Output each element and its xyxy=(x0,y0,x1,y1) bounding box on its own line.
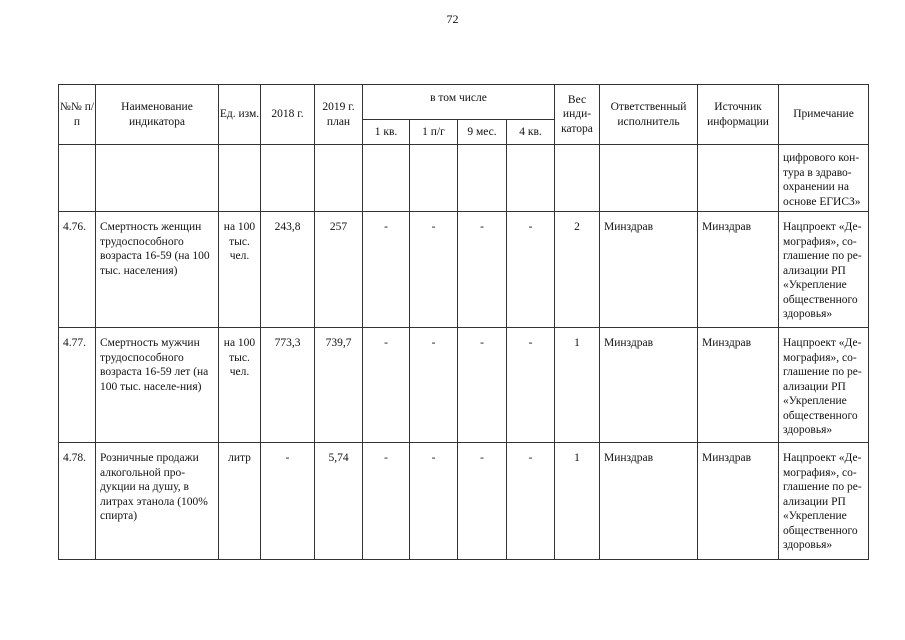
row-num: 4.76. xyxy=(59,212,96,328)
row-unit: на 100 тыс. чел. xyxy=(219,212,261,328)
header-note: Примечание xyxy=(779,85,869,145)
table-row xyxy=(59,443,869,560)
row-9m: - xyxy=(458,328,507,443)
row-9m: - xyxy=(458,212,507,328)
header-9m: 9 мес. xyxy=(458,120,507,145)
header-including: в том числе xyxy=(363,85,555,120)
header-num: №№ п/п xyxy=(59,85,96,145)
row-name: Смертность мужчин трудоспособного возраста 16-59 лет (на 100 тыс. населе-ния) xyxy=(96,328,219,443)
row-name: Смертность женщин трудоспособного возраста 16-59 (на 100 тыс. населения) xyxy=(96,212,219,328)
row-9m: - xyxy=(458,443,507,560)
row-responsible: Минздрав xyxy=(600,443,698,560)
row-2018: 773,3 xyxy=(261,328,315,443)
row-name: Розничные продажи алкогольной про-дукции на душу, в литрах этанола (100% спирта) xyxy=(96,443,219,560)
row-h1: - xyxy=(410,443,458,560)
row-note: Нацпроект «Де-мография», со-глашение по ре-ализации РП «Укрепление общественного здоровья» xyxy=(779,328,869,443)
row-q4: - xyxy=(507,328,555,443)
header-weight: Вес инди-катора xyxy=(555,85,600,145)
row-note: Нацпроект «Де-мография», со-глашение по ре-ализации РП «Укрепление общественного здоровья» xyxy=(779,443,869,560)
row-source: Минздрав xyxy=(698,212,779,328)
row-2018: 243,8 xyxy=(261,212,315,328)
row-q1: - xyxy=(363,443,410,560)
header-responsible: Ответственный исполнитель xyxy=(600,85,698,145)
row-weight: 1 xyxy=(555,328,600,443)
row-num: 4.78. xyxy=(59,443,96,560)
row-2019: 739,7 xyxy=(315,328,363,443)
header-q4: 4 кв. xyxy=(507,120,555,145)
header-unit: Ед. изм. xyxy=(219,85,261,145)
row-q1: - xyxy=(363,328,410,443)
row-q4: - xyxy=(507,212,555,328)
row-source: Минздрав xyxy=(698,328,779,443)
row-h1: - xyxy=(410,328,458,443)
row-unit: на 100 тыс. чел. xyxy=(219,328,261,443)
row-2019: 5,74 xyxy=(315,443,363,560)
row-q1: - xyxy=(363,212,410,328)
header-source: Источник информации xyxy=(698,85,779,145)
header-h1: 1 п/г xyxy=(410,120,458,145)
row-weight: 1 xyxy=(555,443,600,560)
continuation-note: цифрового кон-тура в здраво-охранении на основе ЕГИСЗ» xyxy=(779,145,869,212)
header-q1: 1 кв. xyxy=(363,120,410,145)
row-responsible: Минздрав xyxy=(600,328,698,443)
row-2019: 257 xyxy=(315,212,363,328)
row-weight: 2 xyxy=(555,212,600,328)
continuation-row xyxy=(59,145,869,212)
indicator-table xyxy=(58,84,869,560)
row-note: Нацпроект «Де-мография», со-глашение по ре-ализации РП «Укрепление общественного здоровья» xyxy=(779,212,869,328)
page-number: 72 xyxy=(446,12,459,26)
row-h1: - xyxy=(410,212,458,328)
row-responsible: Минздрав xyxy=(600,212,698,328)
row-2018: - xyxy=(261,443,315,560)
header-2018: 2018 г. xyxy=(261,85,315,145)
row-source: Минздрав xyxy=(698,443,779,560)
row-unit: литр xyxy=(219,443,261,560)
header-name: Наименование индикатора xyxy=(96,85,219,145)
row-q4: - xyxy=(507,443,555,560)
table-row xyxy=(59,328,869,443)
header-row xyxy=(59,85,869,120)
table-row xyxy=(59,212,869,328)
row-num: 4.77. xyxy=(59,328,96,443)
header-2019-plan: 2019 г. план xyxy=(315,85,363,145)
